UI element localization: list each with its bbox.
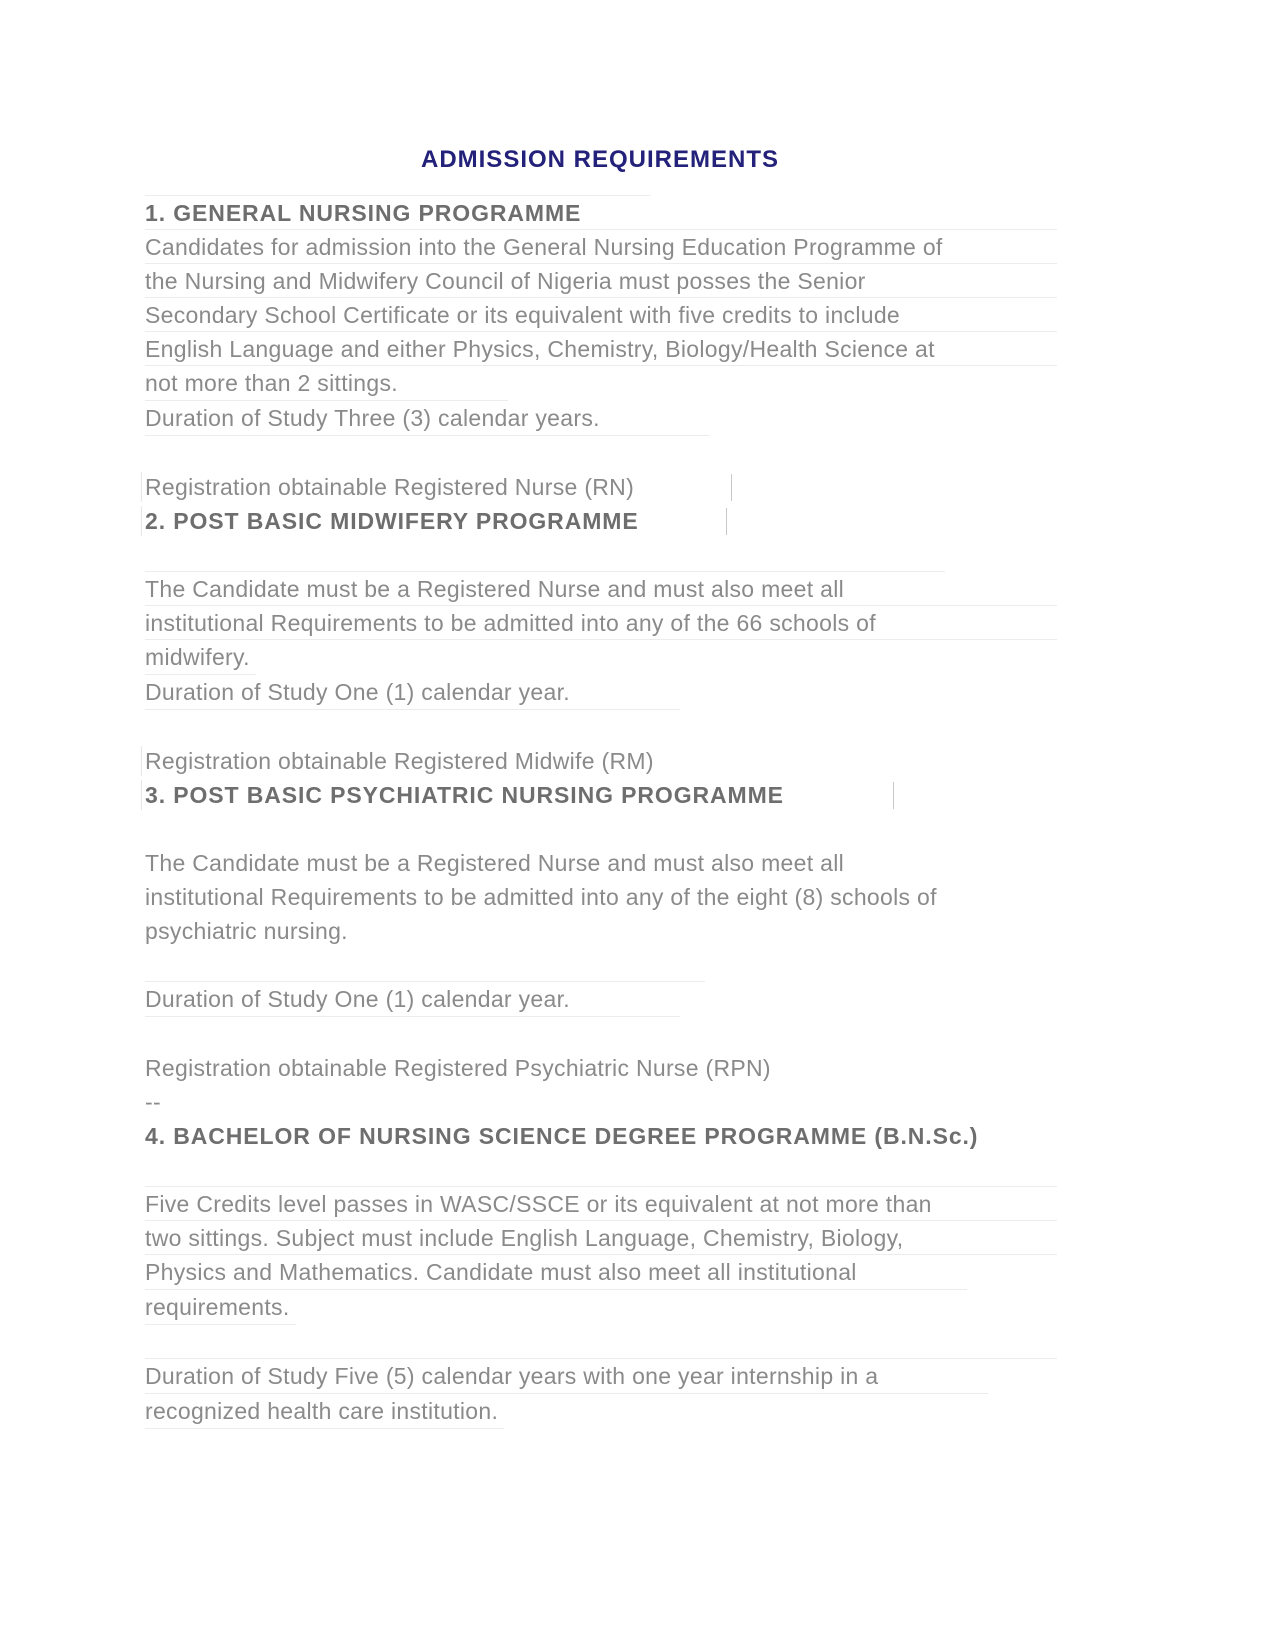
blank-line [145, 1325, 1055, 1359]
line-text: recognized health care institution. [145, 1394, 504, 1429]
line-text: institutional Requirements to be admitted into any of the 66 schools of [145, 610, 876, 636]
body-line [145, 401, 1055, 436]
line-text: Five Credits level passes in WASC/SSCE or its equivalent at not more than [145, 1191, 932, 1217]
page-title: ADMISSION REQUIREMENTS [420, 146, 780, 173]
body-line [145, 1221, 1055, 1255]
line-text: -- [145, 1089, 161, 1115]
blank-line [145, 436, 1055, 470]
body-line [145, 1359, 1055, 1394]
blank-line [145, 1153, 1055, 1187]
vertical-divider-bar [893, 782, 894, 809]
heading-text: 1. GENERAL NURSING PROGRAMME [145, 200, 582, 226]
section-heading [145, 778, 1055, 812]
blank-line [145, 948, 1055, 982]
line-text: Registration obtainable Registered Midwife (RM) [145, 748, 654, 774]
line-text: Registration obtainable Registered Nurse (RN) [145, 474, 635, 500]
line-text: psychiatric nursing. [145, 918, 348, 944]
line-text: Registration obtainable Registered Psychiatric Nurse (RPN) [145, 1055, 771, 1081]
heading-text: 2. POST BASIC MIDWIFERY PROGRAMME [145, 508, 639, 534]
line-text: Duration of Study One (1) calendar year. [145, 675, 680, 710]
blank-line [145, 538, 1055, 572]
body-line [145, 606, 1055, 640]
section-heading [145, 1119, 1055, 1153]
section-heading [145, 504, 1055, 538]
body-line [145, 744, 1055, 778]
line-text: the Nursing and Midwifery Council of Nigeria must posses the Senior [145, 268, 866, 294]
heading-text: 3. POST BASIC PSYCHIATRIC NURSING PROGRAMME [145, 782, 784, 808]
body-line [145, 366, 1055, 401]
body-line [145, 1290, 1055, 1325]
document-body [145, 196, 1055, 1429]
vertical-divider-bar [731, 474, 732, 501]
body-line [145, 640, 1055, 675]
blank-line [145, 1017, 1055, 1051]
line-text: English Language and either Physics, Chemistry, Biology/Health Science at [145, 336, 935, 362]
body-line [145, 1051, 1055, 1085]
line-text: Duration of Study Five (5) calendar years with one year internship in a [145, 1359, 988, 1394]
line-text: Physics and Mathematics. Candidate must also meet all institutional [145, 1255, 967, 1290]
body-line [145, 264, 1055, 298]
line-text: Duration of Study Three (3) calendar years. [145, 401, 710, 436]
line-text: midwifery. [145, 640, 256, 675]
body-line [145, 1255, 1055, 1290]
body-line [145, 1187, 1055, 1221]
horizontal-rule [145, 1186, 1057, 1187]
line-text: not more than 2 sittings. [145, 366, 508, 401]
body-line [145, 675, 1055, 710]
line-text: The Candidate must be a Registered Nurse and must also meet all [145, 576, 845, 602]
body-line [145, 982, 1055, 1017]
line-text: Secondary School Certificate or its equivalent with five credits to include [145, 302, 901, 328]
line-text: Candidates for admission into the General Nursing Education Programme of [145, 234, 943, 260]
dash-line [145, 1085, 1055, 1119]
blank-line [145, 710, 1055, 744]
vertical-divider-bar [726, 508, 727, 535]
body-line [145, 1394, 1055, 1429]
body-line [145, 332, 1055, 366]
horizontal-rule [145, 571, 945, 572]
line-text: requirements. [145, 1290, 296, 1325]
line-text: Duration of Study One (1) calendar year. [145, 982, 680, 1017]
heading-text: 4. BACHELOR OF NURSING SCIENCE DEGREE PROGRAMME (B.N.Sc.) [145, 1123, 979, 1149]
body-line [145, 230, 1055, 264]
body-line [145, 846, 1055, 880]
section-heading [145, 196, 1055, 230]
line-text: The Candidate must be a Registered Nurse and must also meet all [145, 850, 845, 876]
horizontal-rule [145, 1358, 1057, 1359]
body-line [145, 880, 1055, 914]
line-text: institutional Requirements to be admitted into any of the eight (8) schools of [145, 884, 937, 910]
horizontal-rule [145, 981, 705, 982]
line-text: two sittings. Subject must include English Language, Chemistry, Biology, [145, 1225, 904, 1251]
body-line [145, 914, 1055, 948]
body-line [145, 298, 1055, 332]
blank-line [145, 812, 1055, 846]
horizontal-rule [145, 195, 650, 196]
body-line [145, 470, 1055, 504]
body-line [145, 572, 1055, 606]
